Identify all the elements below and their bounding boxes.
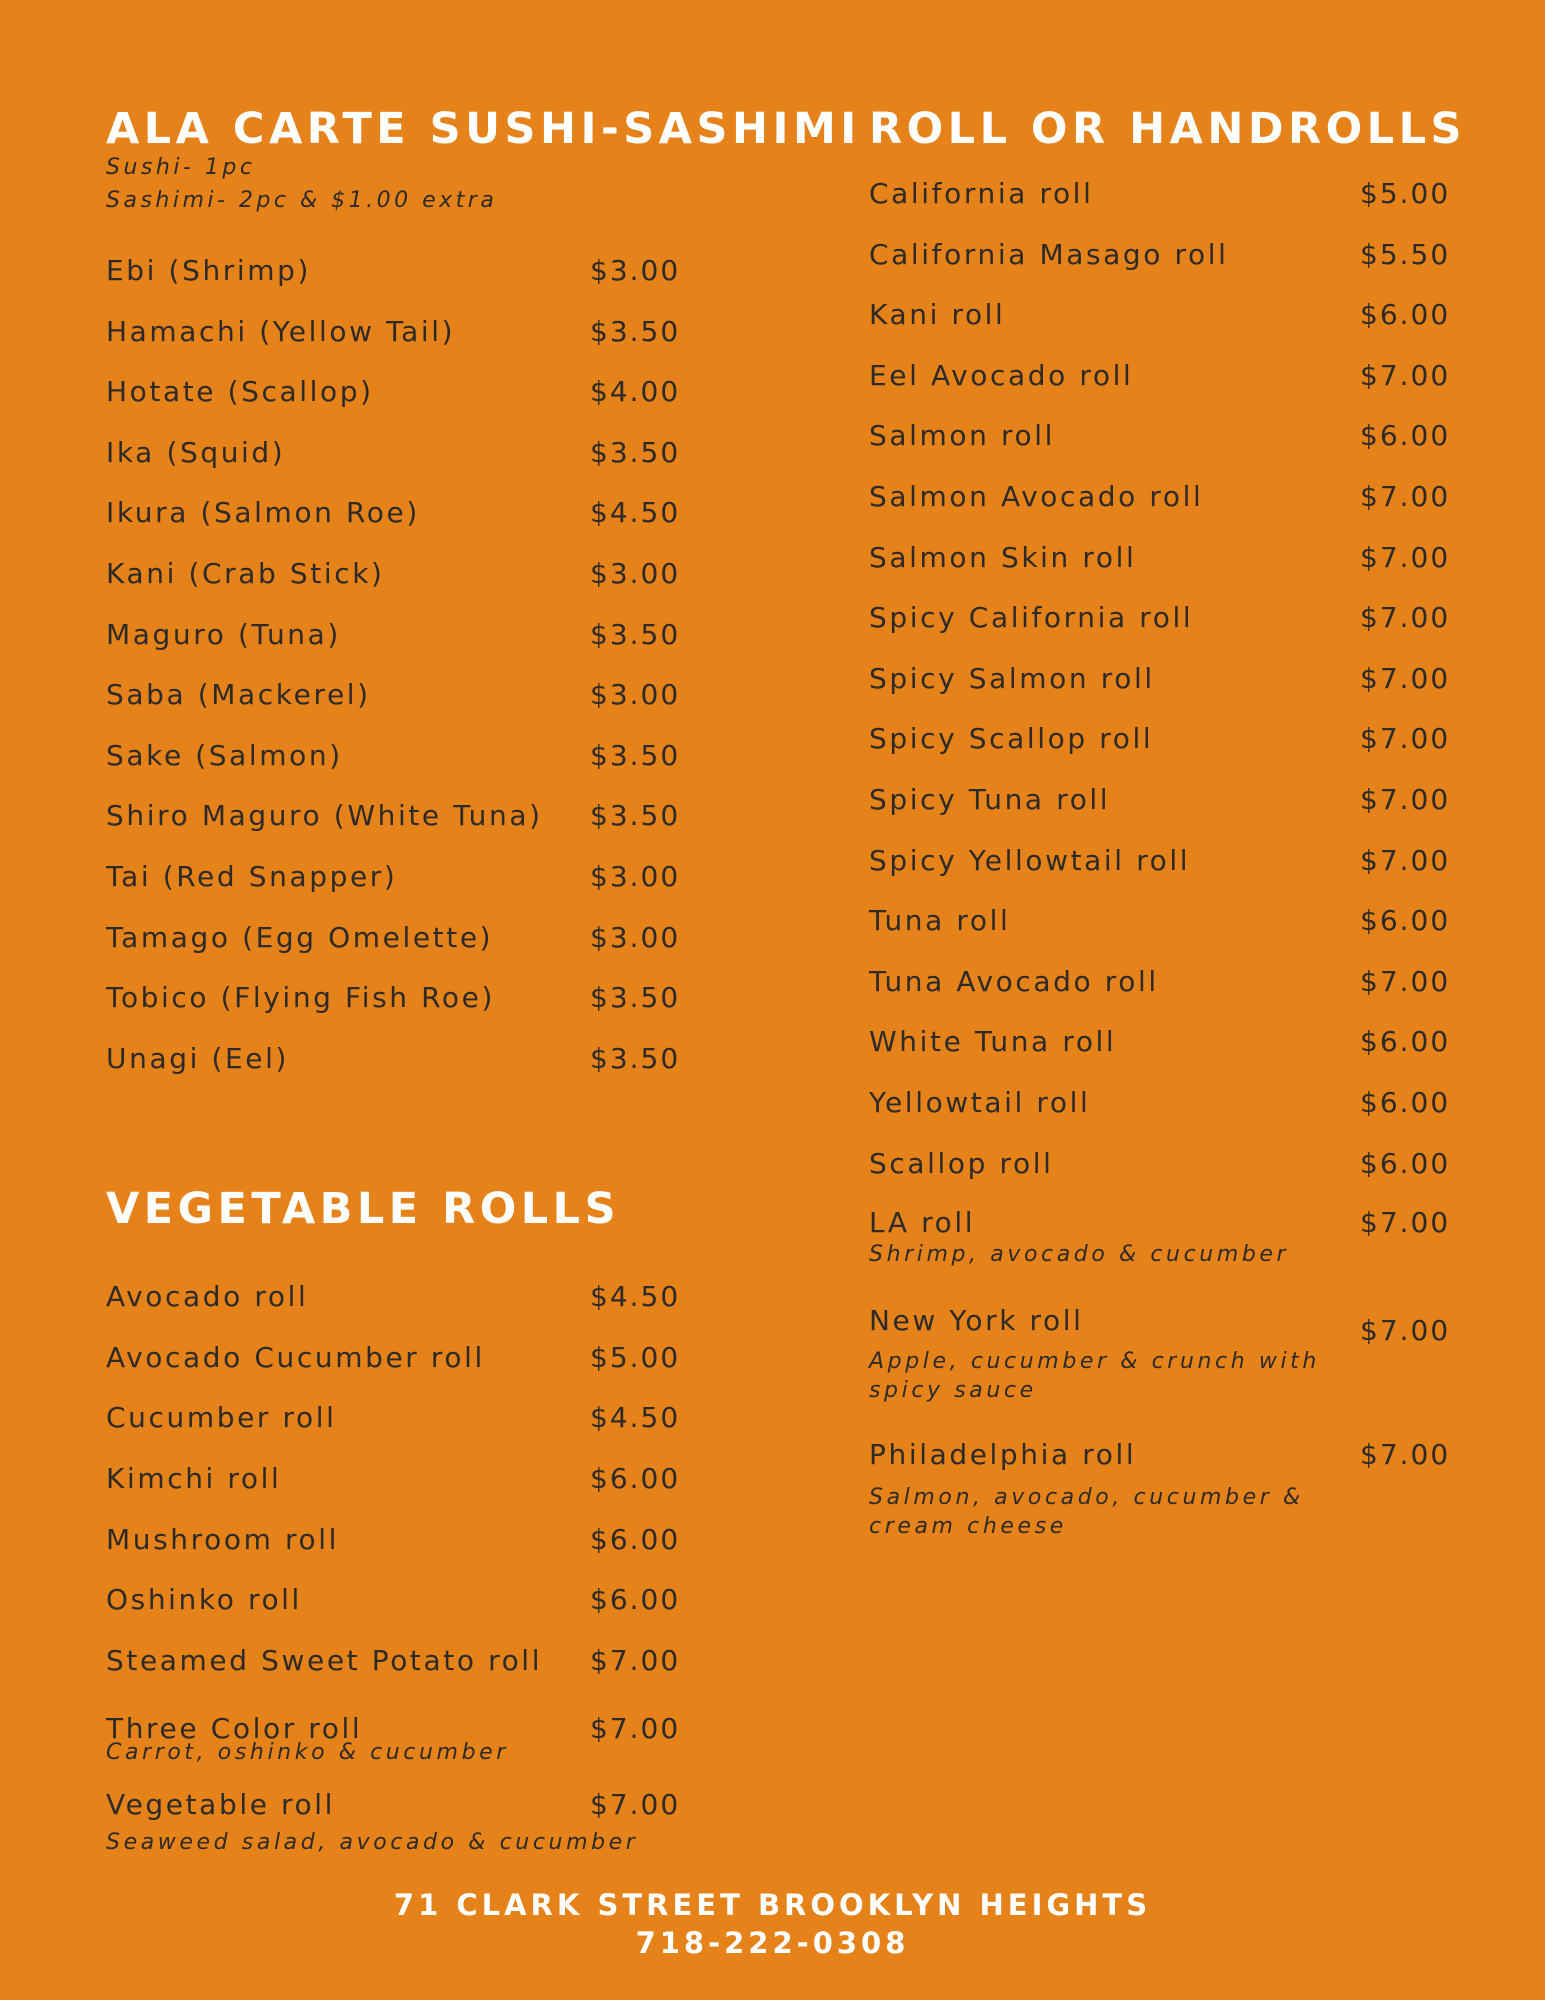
menu-item-price: $5.00 bbox=[590, 1341, 681, 1374]
menu-item-name: California roll bbox=[869, 177, 1094, 210]
menu-item-price: $3.00 bbox=[590, 254, 681, 287]
menu-item-name: California Masago roll bbox=[869, 238, 1229, 271]
menu-item-price: $6.00 bbox=[1360, 1147, 1451, 1180]
menu-item-name: Spicy Salmon roll bbox=[869, 662, 1155, 695]
menu-item-description: Carrot, oshinko & cucumber bbox=[106, 1740, 509, 1765]
footer-address: 71 CLARK STREET BROOKLYN HEIGHTS bbox=[393, 1888, 1152, 1922]
menu-item-price: $7.00 bbox=[1360, 1206, 1451, 1239]
menu-item-price: $6.00 bbox=[1360, 904, 1451, 937]
menu-item-price: $3.50 bbox=[590, 618, 681, 651]
menu-item-name: Scallop roll bbox=[869, 1147, 1054, 1180]
menu-item-name: Kani (Crab Stick) bbox=[106, 557, 385, 590]
footer-phone: 718-222-0308 bbox=[635, 1926, 910, 1960]
menu-item-price: $4.50 bbox=[590, 1401, 681, 1434]
menu-item-name: Unagi (Eel) bbox=[106, 1042, 289, 1075]
menu-item-name: Spicy Scallop roll bbox=[869, 722, 1154, 755]
menu-item-description: Salmon, avocado, cucumber & cream cheese bbox=[869, 1485, 1304, 1539]
menu-item-name: White Tuna roll bbox=[869, 1025, 1117, 1058]
menu-item-price: $6.00 bbox=[1360, 419, 1451, 452]
vegetable-rolls-title: VEGETABLE ROLLS bbox=[106, 1184, 621, 1234]
ala-carte-title: ALA CARTE SUSHI-SASHIMI bbox=[106, 104, 861, 154]
menu-item-name: Oshinko roll bbox=[106, 1583, 302, 1616]
menu-item-name: Ikura (Salmon Roe) bbox=[106, 496, 420, 529]
menu-item-name: Yellowtail roll bbox=[869, 1086, 1091, 1119]
menu-item-name: Steamed Sweet Potato roll bbox=[106, 1644, 543, 1677]
menu-item-name: Saba (Mackerel) bbox=[106, 678, 371, 711]
menu-item-price: $4.50 bbox=[590, 1280, 681, 1313]
menu-item-name: Kimchi roll bbox=[106, 1462, 282, 1495]
menu-item-name: Philadelphia roll bbox=[869, 1438, 1137, 1471]
menu-item-name: Sake (Salmon) bbox=[106, 739, 343, 772]
menu-item-description: Apple, cucumber & crunch with spicy sauce bbox=[869, 1349, 1320, 1403]
menu-item-price: $6.00 bbox=[590, 1462, 681, 1495]
menu-item-name: Tamago (Egg Omelette) bbox=[106, 921, 494, 954]
menu-item-price: $3.50 bbox=[590, 315, 681, 348]
menu-item-price: $7.00 bbox=[1360, 844, 1451, 877]
menu-item-name: Tuna Avocado roll bbox=[869, 965, 1159, 998]
menu-item-price: $4.50 bbox=[590, 496, 681, 529]
ala-carte-note-sashimi: Sashimi- 2pc & $1.00 extra bbox=[106, 188, 498, 213]
menu-item-price: $7.00 bbox=[1360, 1438, 1451, 1471]
menu-item-name: Eel Avocado roll bbox=[869, 359, 1134, 392]
menu-item-price: $7.00 bbox=[1360, 541, 1451, 574]
menu-item-name: New York roll bbox=[869, 1304, 1084, 1337]
menu-item-name: Spicy Yellowtail roll bbox=[869, 844, 1191, 877]
menu-item-price: $7.00 bbox=[1360, 359, 1451, 392]
menu-item-name: Avocado Cucumber roll bbox=[106, 1341, 485, 1374]
menu-item-name: Maguro (Tuna) bbox=[106, 618, 341, 651]
menu-item-name: Salmon Avocado roll bbox=[869, 480, 1204, 513]
ala-carte-note-sushi: Sushi- 1pc bbox=[106, 155, 256, 180]
menu-item-name: LA roll bbox=[869, 1206, 976, 1239]
menu-item-name: Vegetable roll bbox=[106, 1788, 336, 1821]
menu-item-price: $6.00 bbox=[1360, 1025, 1451, 1058]
menu-item-name: Kani roll bbox=[869, 298, 1006, 331]
menu-item-price: $3.50 bbox=[590, 1042, 681, 1075]
menu-item-price: $6.00 bbox=[590, 1583, 681, 1616]
menu-item-price: $7.00 bbox=[1360, 662, 1451, 695]
menu-item-price: $3.50 bbox=[590, 799, 681, 832]
menu-item-description: Shrimp, avocado & cucumber bbox=[869, 1242, 1290, 1267]
menu-item-price: $5.00 bbox=[1360, 177, 1451, 210]
menu-item-price: $7.00 bbox=[590, 1644, 681, 1677]
menu-item-name: Shiro Maguro (White Tuna) bbox=[106, 799, 543, 832]
menu-item-price: $3.50 bbox=[590, 981, 681, 1014]
menu-item-price: $7.00 bbox=[1360, 965, 1451, 998]
menu-item-name: Tobico (Flying Fish Roe) bbox=[106, 981, 495, 1014]
menu-item-name: Avocado roll bbox=[106, 1280, 309, 1313]
menu-item-name: Ika (Squid) bbox=[106, 436, 286, 469]
menu-item-price: $7.00 bbox=[1360, 480, 1451, 513]
menu-item-name: Ebi (Shrimp) bbox=[106, 254, 312, 287]
menu-item-name: Spicy California roll bbox=[869, 601, 1194, 634]
menu-item-name: Three Color roll bbox=[106, 1712, 363, 1745]
menu-item-price: $6.00 bbox=[1360, 298, 1451, 331]
menu-item-name: Mushroom roll bbox=[106, 1523, 339, 1556]
menu-item-price: $3.00 bbox=[590, 678, 681, 711]
menu-item-price: $7.00 bbox=[590, 1712, 681, 1745]
menu-item-price: $6.00 bbox=[1360, 1086, 1451, 1119]
menu-item-name: Cucumber roll bbox=[106, 1401, 337, 1434]
menu-item-name: Hamachi (Yellow Tail) bbox=[106, 315, 456, 348]
menu-item-price: $7.00 bbox=[590, 1788, 681, 1821]
menu-item-price: $3.50 bbox=[590, 739, 681, 772]
menu-item-price: $7.00 bbox=[1360, 1314, 1451, 1347]
menu-item-price: $3.50 bbox=[590, 436, 681, 469]
menu-item-price: $4.00 bbox=[590, 375, 681, 408]
rolls-title: ROLL OR HANDROLLS bbox=[869, 104, 1466, 154]
menu-item-price: $3.00 bbox=[590, 921, 681, 954]
menu-item-price: $3.00 bbox=[590, 557, 681, 590]
menu-item-name: Tai (Red Snapper) bbox=[106, 860, 398, 893]
menu-item-price: $7.00 bbox=[1360, 783, 1451, 816]
menu-item-name: Salmon roll bbox=[869, 419, 1055, 452]
menu-item-description: Seaweed salad, avocado & cucumber bbox=[106, 1830, 639, 1855]
menu-item-price: $7.00 bbox=[1360, 601, 1451, 634]
menu-item-name: Tuna roll bbox=[869, 904, 1011, 937]
menu-item-name: Spicy Tuna roll bbox=[869, 783, 1111, 816]
menu-item-price: $7.00 bbox=[1360, 722, 1451, 755]
menu-item-name: Hotate (Scallop) bbox=[106, 375, 374, 408]
menu-item-name: Salmon Skin roll bbox=[869, 541, 1137, 574]
menu-item-price: $5.50 bbox=[1360, 238, 1451, 271]
menu-item-price: $6.00 bbox=[590, 1523, 681, 1556]
menu-item-price: $3.00 bbox=[590, 860, 681, 893]
